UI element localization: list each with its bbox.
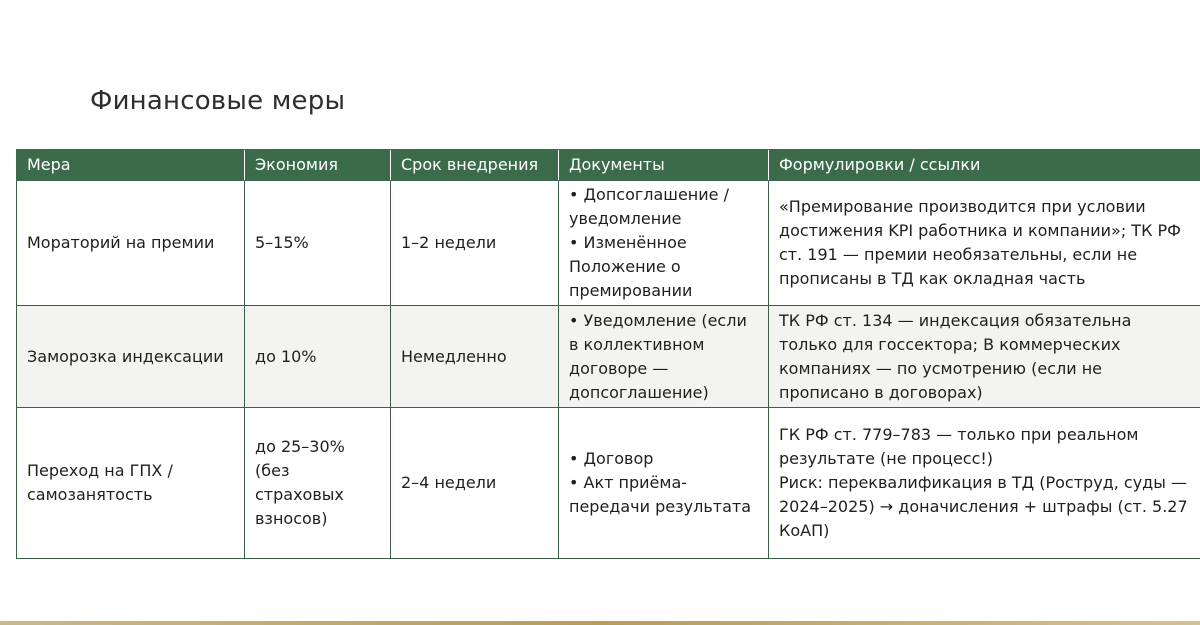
table-header [17, 150, 1200, 181]
cell-references [769, 408, 1200, 559]
cell-references: «Премирование производится при условии достижения KPI работника и компании»; ТК РФ ст. 191 — премии необязательны, если не прописаны в ТД как окладная часть [769, 181, 1200, 306]
reference-line: Риск: переквалификация в ТД (Роструд, суды — 2024–2025) → доначисления + штрафы (ст. 5.27 КоАП) [779, 473, 1188, 540]
slide-title: Финансовые меры [90, 86, 346, 116]
cell-savings: до 25–30% (без страховых взносов) [245, 408, 391, 559]
cell-term: 2–4 недели [391, 408, 559, 559]
cell-term: 1–2 недели [391, 181, 559, 306]
column-header-savings: Экономия [245, 150, 391, 181]
measures-table [16, 149, 1200, 559]
cell-term: Немедленно [391, 306, 559, 408]
cell-references: ТК РФ ст. 134 — индексация обязательна только для госсектора; В коммерческих компаниях — по усмотрению (если не прописано в договорах) [769, 306, 1200, 408]
document-item: • Допсоглашение / уведомление [569, 185, 729, 228]
table-row [17, 181, 1200, 306]
bottom-accent-line [0, 621, 1200, 625]
column-header-term: Срок внедрения [391, 150, 559, 181]
cell-documents [559, 408, 769, 559]
cell-measure: Заморозка индексации [17, 306, 245, 408]
cell-savings: 5–15% [245, 181, 391, 306]
cell-measure: Переход на ГПХ / самозанятость [17, 408, 245, 559]
column-header-documents: Документы [559, 150, 769, 181]
cell-savings: до 10% [245, 306, 391, 408]
cell-documents [559, 181, 769, 306]
document-item: • Уведомление (если в коллективном договоре — допсоглашение) [569, 310, 747, 402]
cell-measure: Мораторий на премии [17, 181, 245, 306]
header-row [17, 150, 1200, 181]
cell-documents [559, 306, 769, 408]
document-item: • Договор [569, 449, 654, 468]
document-item: • Акт приёма-передачи результата [569, 473, 751, 516]
table-row [17, 306, 1200, 408]
document-item: • Изменённое Положение о премировании [569, 233, 693, 300]
column-header-references: Формулировки / ссылки [769, 150, 1200, 181]
reference-line: ГК РФ ст. 779–783 — только при реальном результате (не процесс!) [779, 425, 1139, 468]
column-header-measure: Мера [17, 150, 245, 181]
table-row [17, 408, 1200, 559]
